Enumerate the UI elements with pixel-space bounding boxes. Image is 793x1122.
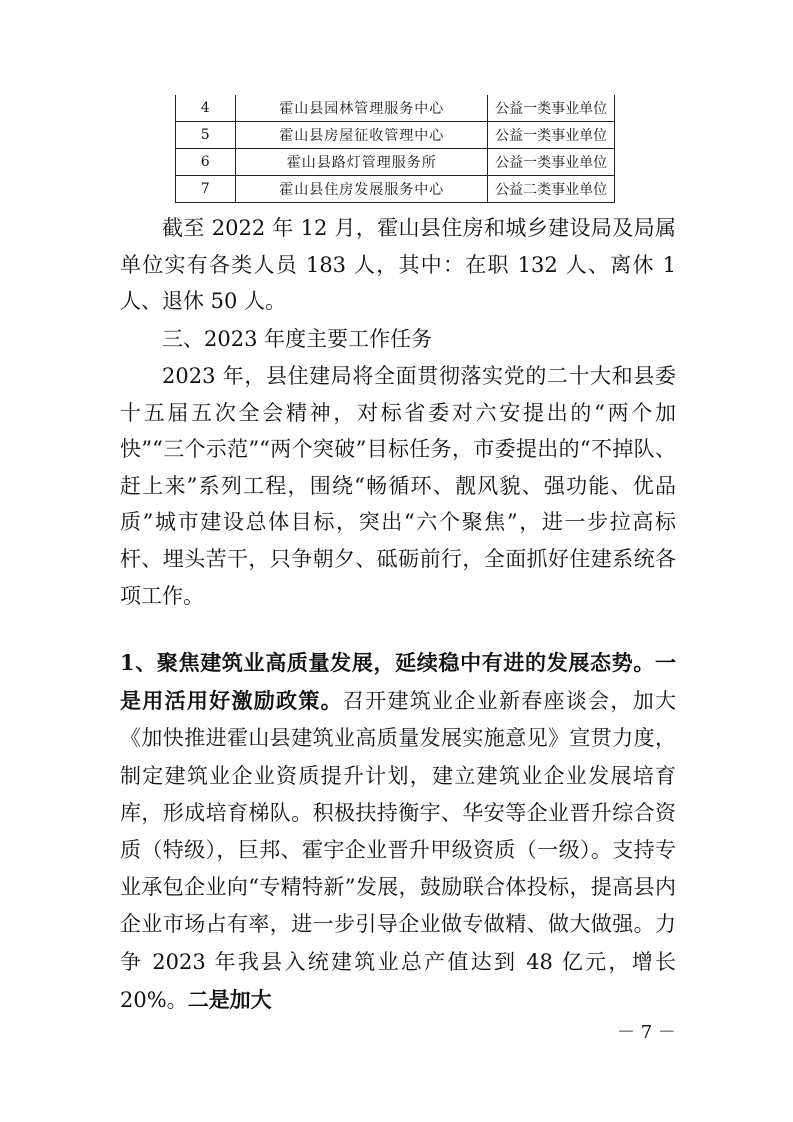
point1-body: 召开建筑业企业新春座谈会，加大《加快推进霍山县建筑业高质量发展实施意见》宣贯力度，制定建筑业企业资质提升计划，建立建筑业企业发展培育库，形成培育梯队。积极扶持衡宇、华安等企业晋升综合资质（特级），巨邦、霍宇企业晋升甲级资质（一级）。支持专业承包企业向“专精特新”发展，鼓励联合体投标，提高县内企业市场占有率，进一步引导企业做专做精、做大做强。力争 2023 年我县入统建筑业总产值达到 48 亿元，增长 20%。 (120, 689, 677, 1012)
row-number: 7 (176, 176, 236, 203)
table-row (176, 95, 615, 122)
point2-heading: 二是加大 (187, 986, 272, 1012)
table-row (176, 149, 615, 176)
staff-paragraph: 截至 2022 年 12 月，霍山县住房和城乡建设局及局属单位实有各类人员 183 人，其中：在职 132 人、离休 1 人、退休 50 人。 (120, 216, 676, 314)
section-heading: 三、2023 年度主要工作任务 (162, 327, 433, 351)
unit-name: 霍山县房屋征收管理中心 (236, 122, 488, 149)
table-row (176, 176, 615, 203)
unit-type: 公益一类事业单位 (488, 149, 615, 176)
item1-heading: 1、聚焦建筑业高质量发展，延续稳中有进的发展态势。 (120, 650, 655, 675)
unit-type: 公益一类事业单位 (488, 95, 615, 122)
unit-table (175, 95, 615, 203)
row-number: 6 (176, 149, 236, 176)
row-number: 4 (176, 95, 236, 122)
table-row (176, 122, 615, 149)
unit-name: 霍山县住房发展服务中心 (236, 176, 488, 203)
page-number: － 7 － (617, 1022, 676, 1043)
unit-name: 霍山县园林管理服务中心 (236, 95, 488, 122)
unit-type: 公益二类事业单位 (488, 176, 615, 203)
item1-paragraph (120, 644, 676, 1019)
unit-name: 霍山县路灯管理服务所 (236, 149, 488, 176)
intro-text: 2023 年，县住建局将全面贯彻落实党的二十大和县委十五届五次全会精神，对标省委对六安提出的“两个加快”“三个示范”“两个突破”目标任务，市委提出的“不掉队、赶上来”系列工程，围绕“畅循环、靓风貌、强功能、优品质”城市建设总体目标，突出“六个聚焦”，进一步拉高标杆、埋头苦干，只争朝夕、砥砺前行，全面抓好住建系统各项工作。 (120, 364, 676, 608)
intro-paragraph (120, 358, 676, 614)
unit-type: 公益一类事业单位 (488, 122, 615, 149)
point1-heading: 一是用活用好激励政策。 (120, 650, 676, 714)
row-number: 5 (176, 122, 236, 149)
